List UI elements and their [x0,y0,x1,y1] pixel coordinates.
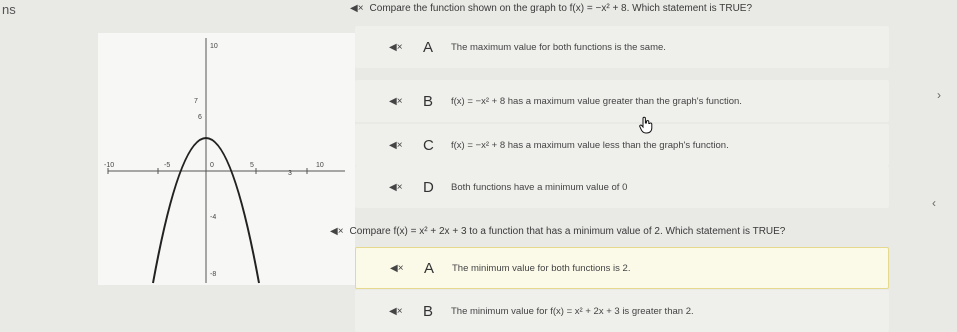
q2-option-a[interactable] [355,247,889,289]
speaker-icon[interactable]: ◀× [389,139,403,151]
x-tick-3: 3 [288,170,292,177]
hand-cursor-icon [638,116,654,134]
speaker-icon[interactable]: ◀× [350,3,364,14]
option-letter: C [423,136,434,154]
x-tick-neg5: -5 [164,162,171,169]
option-letter: B [423,302,434,320]
chevron-right-icon[interactable]: › [937,88,941,102]
speaker-icon[interactable]: ◀× [389,305,403,317]
speaker-icon[interactable]: ◀× [389,41,403,53]
speaker-icon[interactable]: ◀× [389,95,403,107]
speaker-icon[interactable]: ◀× [389,181,403,193]
parabola-graph [98,33,355,285]
x-tick-5: 5 [250,162,254,169]
option-letter: B [423,92,434,110]
speaker-icon[interactable]: ◀× [330,226,344,237]
question2-prompt: Compare f(x) = x² + 2x + 3 to a function that has a minimum value of 2. Which statement is TRUE? [349,226,786,237]
option-text: Both functions have a minimum value of 0 [451,181,628,193]
option-letter: A [423,38,434,56]
graph-card [98,33,355,285]
option-text: The minimum value for both functions is 2. [452,262,631,274]
chevron-left-icon[interactable]: ‹ [932,196,936,210]
y-tick-10: 10 [210,43,218,50]
question1-prompt: Compare the function shown on the graph to f(x) = −x² + 8. Which statement is TRUE? [369,3,753,14]
left-edge [0,0,30,331]
question1-header [350,3,752,14]
q1-option-c[interactable] [355,124,889,166]
right-edge-panel [897,0,957,331]
y-tick-neg8: -8 [210,271,217,278]
option-letter: A [424,259,435,277]
y-tick-6: 6 [198,114,202,121]
left-edge-text: ns [2,2,16,17]
y-tick-7: 7 [194,98,198,105]
question2-header [330,226,785,237]
q1-option-d[interactable] [355,166,889,208]
x-tick-0: 0 [210,162,214,169]
option-text: The maximum value for both functions is the same. [451,41,666,53]
q1-option-a[interactable] [355,26,889,68]
q1-option-b[interactable] [355,80,889,122]
x-tick-neg10: -10 [104,162,115,169]
x-tick-10: 10 [316,162,324,169]
option-text: The minimum value for f(x) = x² + 2x + 3 is greater than 2. [451,305,694,317]
q2-option-b[interactable] [355,290,889,332]
y-tick-neg4: -4 [210,214,217,221]
option-text: f(x) = −x² + 8 has a maximum value greater than the graph's function. [451,95,742,107]
option-text: f(x) = −x² + 8 has a maximum value less than the graph's function. [451,139,729,151]
option-letter: D [423,178,434,196]
speaker-icon[interactable]: ◀× [390,262,404,274]
